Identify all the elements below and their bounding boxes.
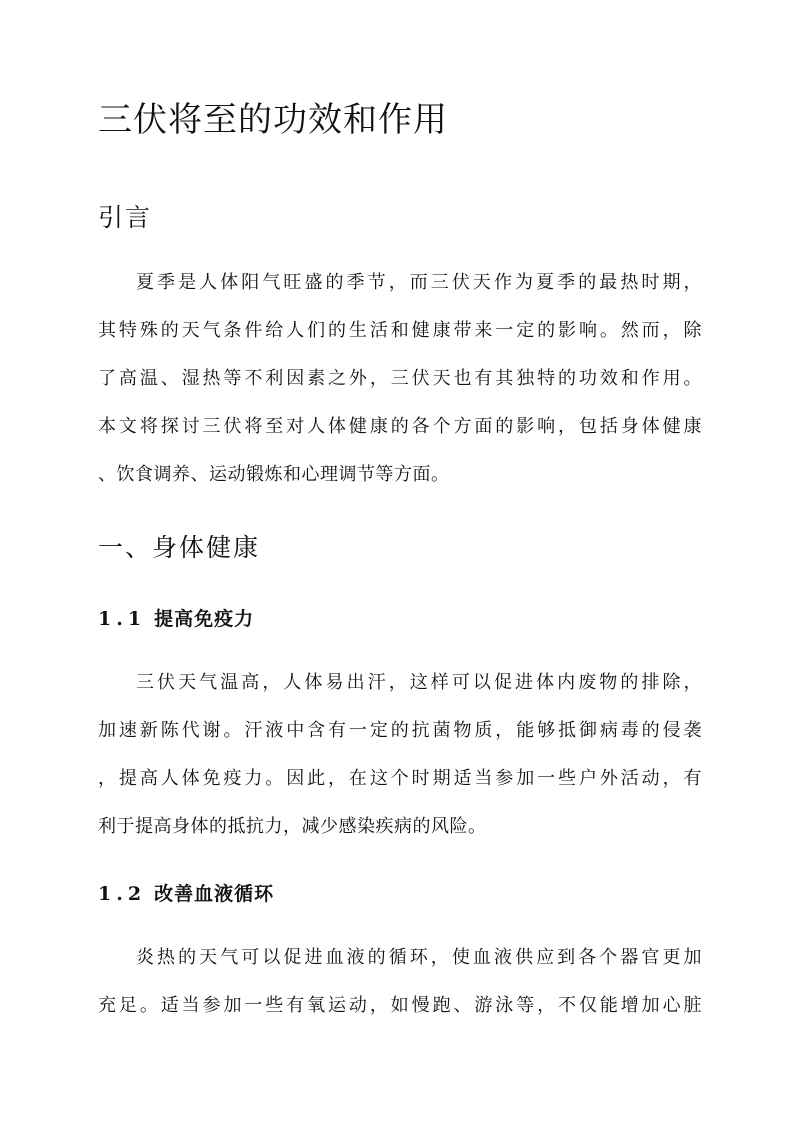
paragraph-line: 夏季是人体阳气旺盛的季节，而三伏天作为夏季的最热时期，: [136, 272, 702, 293]
section-heading-physical-health: 一、身体健康: [98, 533, 261, 562]
subsection-title: 提高免疫力: [154, 608, 255, 630]
paragraph-line: 本文将探讨三伏将至对人体健康的各个方面的影响，包括身体健康: [98, 416, 702, 437]
paragraph-line: 加速新陈代谢。汗液中含有一定的抗菌物质，能够抵御病毒的侵袭: [98, 720, 702, 741]
paragraph-line: 其特殊的天气条件给人们的生活和健康带来一定的影响。然而，除: [98, 320, 702, 341]
subsection-number: 1.2: [98, 883, 147, 905]
subsection-number: 1.1: [98, 608, 147, 630]
intro-paragraph: [98, 259, 702, 499]
paragraph-line: 三伏天气温高，人体易出汗，这样可以促进体内废物的排除，: [136, 672, 702, 693]
intro-heading: 引言: [98, 203, 153, 232]
paragraph-line: 充足。适当参加一些有氧运动，如慢跑、游泳等，不仅能增加心脏: [98, 995, 702, 1016]
subsection-heading-circulation: [98, 879, 274, 906]
paragraph-line: 了高温、湿热等不利因素之外，三伏天也有其独特的功效和作用。: [98, 368, 702, 389]
paragraph-line: 利于提高身体的抵抗力，减少感染疾病的风险。: [98, 816, 487, 837]
circulation-paragraph: [98, 934, 702, 1030]
subsection-title: 改善血液循环: [154, 883, 275, 905]
paragraph-line: ，提高人体免疫力。因此，在这个时期适当参加一些户外活动，有: [98, 768, 702, 789]
immunity-paragraph: [98, 659, 702, 851]
subsection-heading-immunity: [98, 604, 254, 631]
document-title: 三伏将至的功效和作用: [98, 100, 448, 140]
paragraph-line: 炎热的天气可以促进血液的循环，使血液供应到各个器官更加: [136, 947, 702, 968]
paragraph-line: 、饮食调养、运动锻炼和心理调节等方面。: [98, 464, 450, 485]
